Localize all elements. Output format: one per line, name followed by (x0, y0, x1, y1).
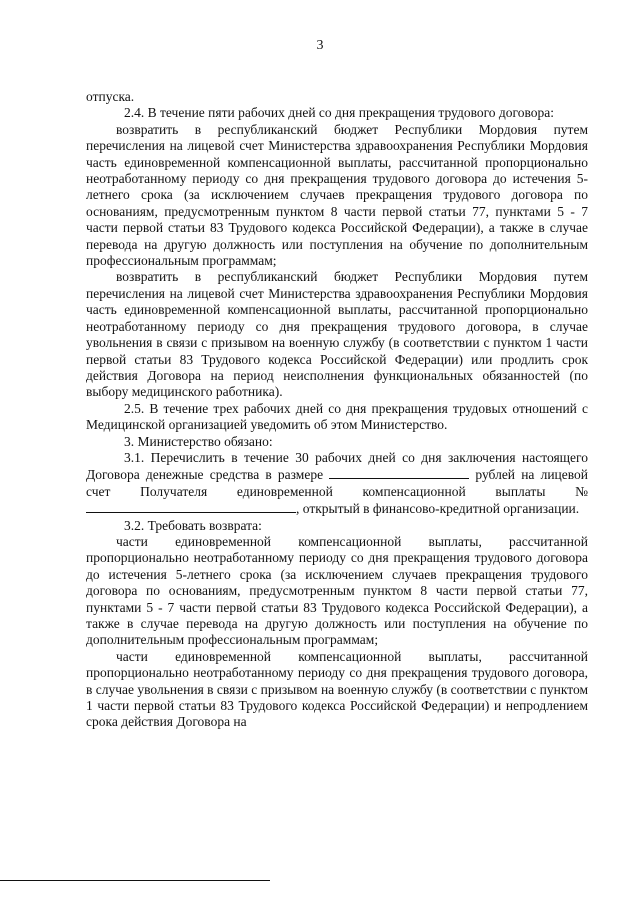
amount-blank-line (329, 466, 469, 479)
clause-3-2-item-1: части единовременной компенсационной выплаты, рассчитанной пропорционально неотработанному периоду со дня прекращения трудового договора до истечения 5-летнего срока (за исключением случаев прекращения трудового договора по основаниям, предусмотренным пунктом 8 части первой статьи 77, пунктами 5 - 7 части первой статьи 83 Трудового кодекса Российской Федерации), а также в случае перевода на другую должность или поступления на обучение по дополнительным профессиональным программам; (86, 533, 588, 648)
clause-2-4: 2.4. В течение пяти рабочих дней со дня прекращения трудового договора: (124, 105, 555, 121)
document-body (86, 89, 588, 731)
clause-2-4-return-2: возвратить в республиканский бюджет Республики Мордовия путем перечисления на лицевой счет Министерства здравоохранения Республики Мордовия часть единовременной компенсационной выплаты, рассчитанной пропорционально неотработанному периоду со дня прекращения трудового договора, в случае увольнения в связи с призывом на военную службу (в соответствии с пунктом 1 части первой статьи 83 Трудового кодекса Российской Федерации) или продлить срок действия Договора на период неисполнения функциональных обязанностей (по выбору медицинского работника). (86, 269, 588, 400)
clause-3-2: 3.2. Требовать возврата: (124, 517, 262, 533)
clause-3-1-part3: , открытый в финансово-кредитной организации. (296, 501, 580, 517)
paragraph-leave-end: отпуска. (86, 89, 135, 104)
clause-3-1 (86, 450, 588, 518)
account-number-blank-line (86, 500, 296, 513)
clause-3-2-item-2: части единовременной компенсационной выплаты, рассчитанной пропорционально неотработанному периоду со дня прекращения трудового договора, в случае увольнения в связи с призывом на военную службу (в соответствии с пунктом 1 части первой статьи 83 Трудового кодекса Российской Федерации) и непродлением срока действия Договора на (86, 648, 588, 730)
footnote-divider (0, 880, 270, 881)
section-3-heading: 3. Министерство обязано: (124, 433, 273, 449)
clause-3-1-part1: 3.1. Перечислить в течение 30 рабочих дней со дня заключения настоящего Договора денежные средства в размере (86, 449, 588, 483)
clause-3-1-part2: рублей на лицевой счет Получателя единовременной компенсационной выплаты № (86, 467, 589, 499)
clause-2-5: 2.5. В течение трех рабочих дней со дня прекращения трудовых отношений с Медицинской организацией уведомить об этом Министерство. (86, 400, 588, 433)
clause-2-4-return-1: возвратить в республиканский бюджет Республики Мордовия путем перечисления на лицевой счет Министерства здравоохранения Республики Мордовия часть единовременной компенсационной выплаты, рассчитанной пропорционально неотработанному периоду со дня прекращения трудового договора до истечения 5-летнего срока (за исключением случаев прекращения трудового договора по основаниям, предусмотренным пунктом 8 части первой статьи 77, пунктами 5 - 7 части первой статьи 83 Трудового кодекса Российской Федерации), а также в случае перевода на другую должность или поступления на обучение по дополнительным профессиональным программам; (86, 121, 588, 269)
page-number: 3 (316, 38, 324, 53)
